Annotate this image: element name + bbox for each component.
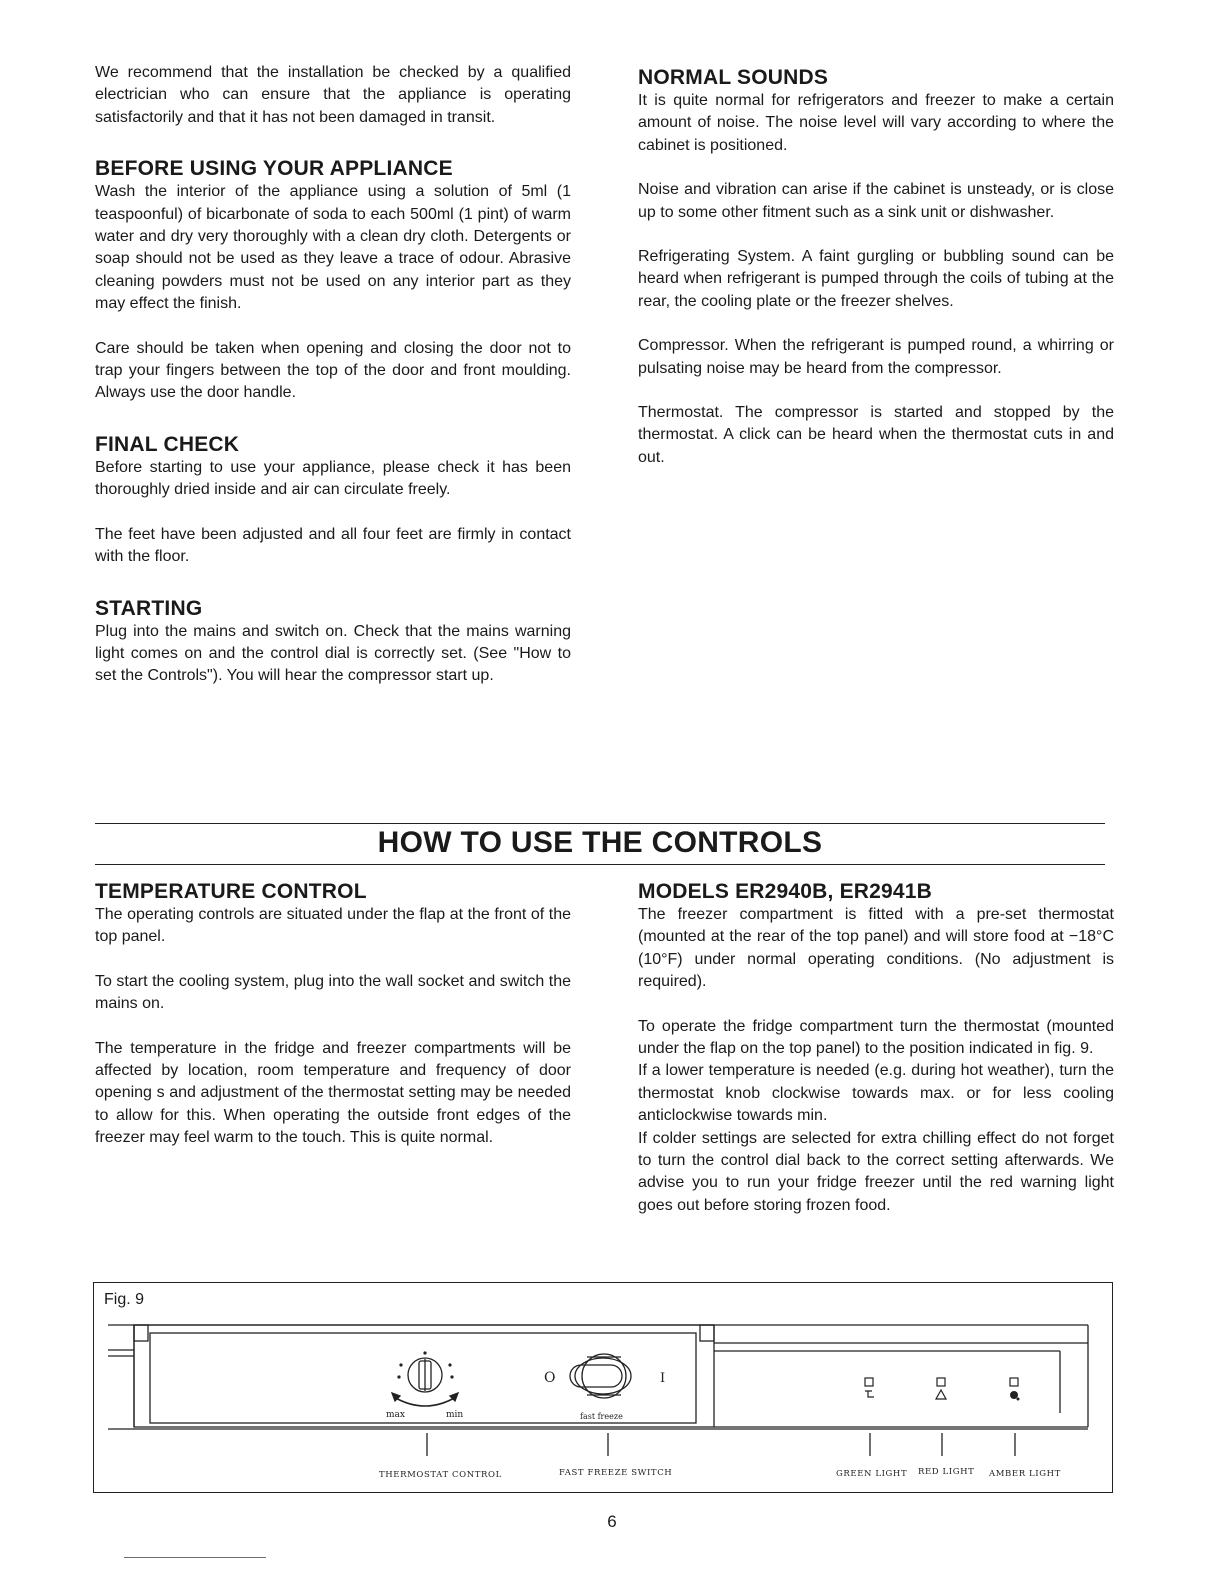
control-panel-diagram — [94, 1283, 1112, 1492]
models-section — [638, 880, 1114, 1217]
footer-link-underline — [124, 1557, 266, 1558]
normal-sounds-p1: It is quite normal for refrigerators and freezer to make a certain amount of noise. The noise level will vary according to where the cabinet is positioned. — [638, 92, 1114, 154]
normal-sounds-heading: NORMAL SOUNDS — [638, 66, 829, 89]
red-light-label: RED LIGHT — [918, 1467, 975, 1477]
switch-off-label: O — [544, 1370, 556, 1386]
leader-lines — [427, 1433, 1015, 1456]
temperature-control-section — [95, 880, 571, 1150]
amber-light-label: AMBER LIGHT — [989, 1469, 1061, 1479]
models-p2: To operate the fridge compartment turn the thermostat (mounted under the flap on the top panel) to the position indicated in fig. 9. — [638, 1017, 1114, 1058]
before-using-heading: BEFORE USING YOUR APPLIANCE — [95, 157, 453, 181]
normal-sounds-p3: Refrigerating System. A faint gurgling or bubbling sound can be heard when refrigerant is pumped through the coils of tubing at the rear, the cooling plate or the freezer shelves. — [638, 248, 1114, 310]
final-check-heading: FINAL CHECK — [95, 432, 240, 456]
page-number: 6 — [607, 1512, 617, 1531]
snowflake-icon — [1010, 1391, 1020, 1401]
install-check-text: We recommend that the installation be checked by a qualified electrician who can ensure that the appliance is operating satisfactorily and that it has not been damaged in transit. — [95, 64, 571, 126]
models-p3: If a lower temperature is needed (e.g. during hot weather), turn the thermostat knob clockwise towards max. or for less cooling anticlockwise towards min. — [638, 1062, 1114, 1125]
figure-label: Fig. 9 — [104, 1291, 145, 1308]
final-check-p1: Before starting to use your appliance, please check it has been thoroughly dried inside and air can circulate freely. — [95, 458, 571, 499]
before-using-p2: Care should be taken when opening and closing the door not to trap your fingers between the top of the door and front moulding. Always use the door handle. — [95, 339, 571, 402]
starting-p1: Plug into the mains and switch on. Check that the mains warning light comes on and the control dial is correctly set. (See "How to set the Controls"). You will hear the compressor start up. — [95, 622, 571, 685]
green-light-label: GREEN LIGHT — [836, 1469, 908, 1479]
models-p1: The freezer compartment is fitted with a pre-set thermostat (mounted at the rear of the top panel) and will store food at −18°C (10°F) under normal operating conditions. (No adjustment is required). — [638, 906, 1114, 991]
switch-on-label: I — [660, 1371, 666, 1386]
temperature-control-p1: The operating controls are situated under the flap at the front of the top panel. — [95, 906, 571, 946]
temperature-control-heading: TEMPERATURE CONTROL — [95, 880, 367, 903]
plug-icon — [865, 1391, 874, 1397]
final-check-p2: The feet have been adjusted and all four feet are firmly in contact with the floor. — [95, 525, 571, 566]
dial-max-label: max — [386, 1410, 405, 1420]
green-light-square — [865, 1378, 873, 1386]
thermostat-control-label: THERMOSTAT CONTROL — [379, 1470, 502, 1480]
amber-light-square — [1010, 1378, 1018, 1386]
red-light-square — [937, 1378, 945, 1386]
title-rule-top — [95, 823, 1105, 824]
controls-title: HOW TO USE THE CONTROLS — [377, 826, 823, 859]
left-column — [95, 62, 571, 688]
normal-sounds-p4: Compressor. When the refrigerant is pumped round, a whirring or pulsating noise may be heard from the compressor. — [638, 337, 1114, 377]
starting-heading: STARTING — [95, 596, 203, 620]
normal-sounds-p2: Noise and vibration can arise if the cabinet is unsteady, or is close up to some other fitment such as a sink unit or dishwasher. — [638, 181, 1114, 221]
fast-freeze-switch — [570, 1354, 631, 1398]
normal-sounds-p5: Thermostat. The compressor is started and stopped by the thermostat. A click can be heard when the thermostat cuts in and out. — [638, 404, 1114, 466]
models-heading: MODELS ER2940B, ER2941B — [638, 880, 933, 903]
dial-min-label: min — [446, 1410, 464, 1420]
temperature-control-p2: To start the cooling system, plug into the wall socket and switch the mains on. — [95, 972, 571, 1013]
fast-freeze-switch-label: FAST FREEZE SWITCH — [559, 1468, 673, 1478]
warning-triangle-icon — [936, 1390, 946, 1399]
indicator-lights — [865, 1378, 1018, 1399]
title-rule-bottom — [95, 864, 1105, 865]
temperature-control-p3: The temperature in the fridge and freezer compartments will be affected by location, room temperature and frequency of door opening s and adjustment of the thermostat setting may be needed to allow for this. When operating the outside front edges of the freezer may feel warm to the touch. This is quite normal. — [95, 1039, 571, 1147]
before-using-p1: Wash the interior of the appliance using a solution of 5ml (1 teaspoonful) of bicarbonate of soda to each 500ml (1 pint) of warm water and dry very thoroughly with a clean dry cloth. Detergents or soap should not be used as they leave a trace of odour. Abrasive cleaning powders must not be used on any interior part as they may effect the finish. — [95, 183, 571, 313]
right-column — [638, 66, 1114, 469]
models-p4: If colder settings are selected for extra chilling effect do not forget to turn the control dial back to the correct setting afterwards. We advise you to run your fridge freezer until the red warning light goes out before storing frozen food. — [638, 1129, 1114, 1214]
switch-caption: fast freeze — [580, 1412, 623, 1421]
